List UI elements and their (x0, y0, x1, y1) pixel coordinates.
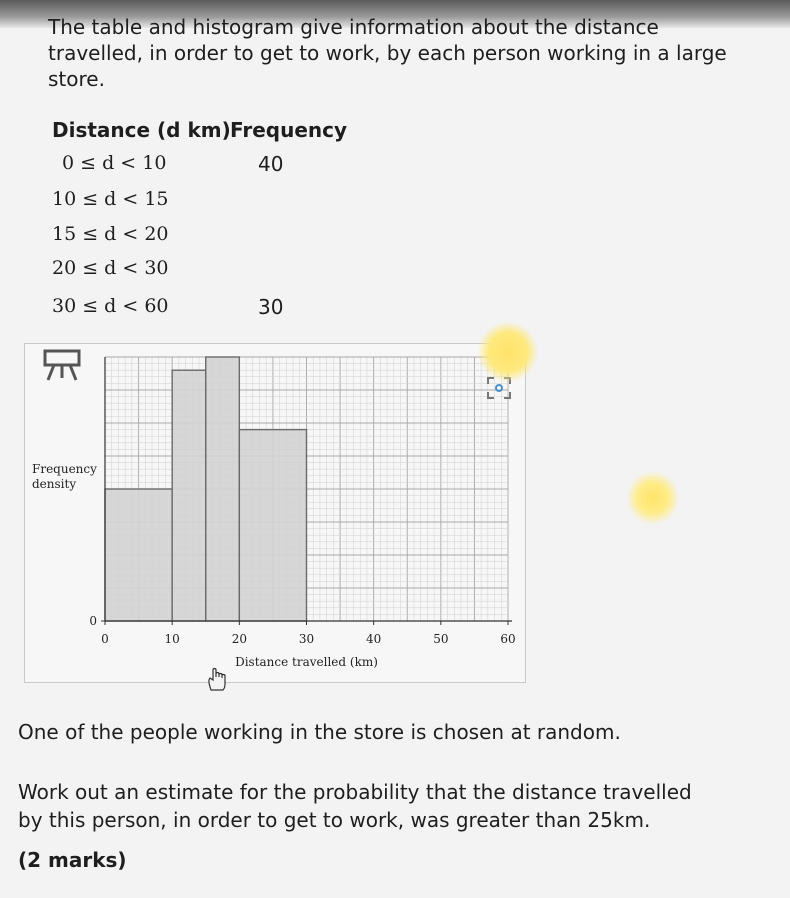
easel-icon[interactable] (42, 348, 84, 384)
interval-cell: 10 ≤ d < 15 (52, 188, 169, 210)
table-header-frequency: Frequency (230, 118, 348, 142)
interval-cell: 20 ≤ d < 30 (52, 257, 169, 279)
y-axis-label: density (32, 477, 77, 491)
x-tick-label: 60 (500, 632, 516, 646)
task-line-1: Work out an estimate for the probability that the distance travelled (18, 780, 692, 804)
intro-line-1: The table and histogram give information about the distance (48, 15, 659, 39)
marks-label: (2 marks) (18, 848, 127, 872)
histogram-bar (105, 489, 172, 621)
y-tick-label: 0 (89, 614, 97, 628)
x-tick-label: 40 (366, 632, 382, 646)
frequency-cell: 40 (258, 152, 284, 176)
question-line: One of the people working in the store is chosen at random. (18, 720, 621, 744)
x-tick-label: 20 (231, 632, 247, 646)
histogram-bar (172, 370, 206, 621)
x-axis-label: Distance travelled (km) (235, 655, 378, 669)
interval-cell: 0 ≤ d < 10 (62, 152, 167, 174)
task-line-2: by this person, in order to get to work, was greater than 25km. (18, 808, 651, 832)
table-header-distance: Distance (d km) (52, 118, 231, 142)
x-tick-label: 0 (101, 632, 109, 646)
hand-cursor-icon (205, 666, 231, 692)
light-glare (628, 470, 678, 526)
histogram-bar (206, 357, 240, 621)
x-tick-label: 30 (298, 632, 315, 646)
interval-cell: 30 ≤ d < 60 (52, 295, 169, 317)
intro-line-2: travelled, in order to get to work, by each person working in a large (48, 41, 727, 65)
x-tick-label: 50 (433, 632, 449, 646)
x-tick-label: 10 (164, 632, 180, 646)
intro-line-3: store. (48, 67, 105, 91)
light-glare (478, 322, 538, 382)
task-text (18, 778, 778, 834)
frequency-cell: 30 (258, 295, 284, 319)
histogram-chart (24, 343, 524, 681)
y-axis-label: Frequency (32, 462, 97, 476)
interval-cell: 15 ≤ d < 20 (52, 223, 169, 245)
intro-text (48, 14, 768, 92)
histogram-bar (239, 430, 306, 621)
